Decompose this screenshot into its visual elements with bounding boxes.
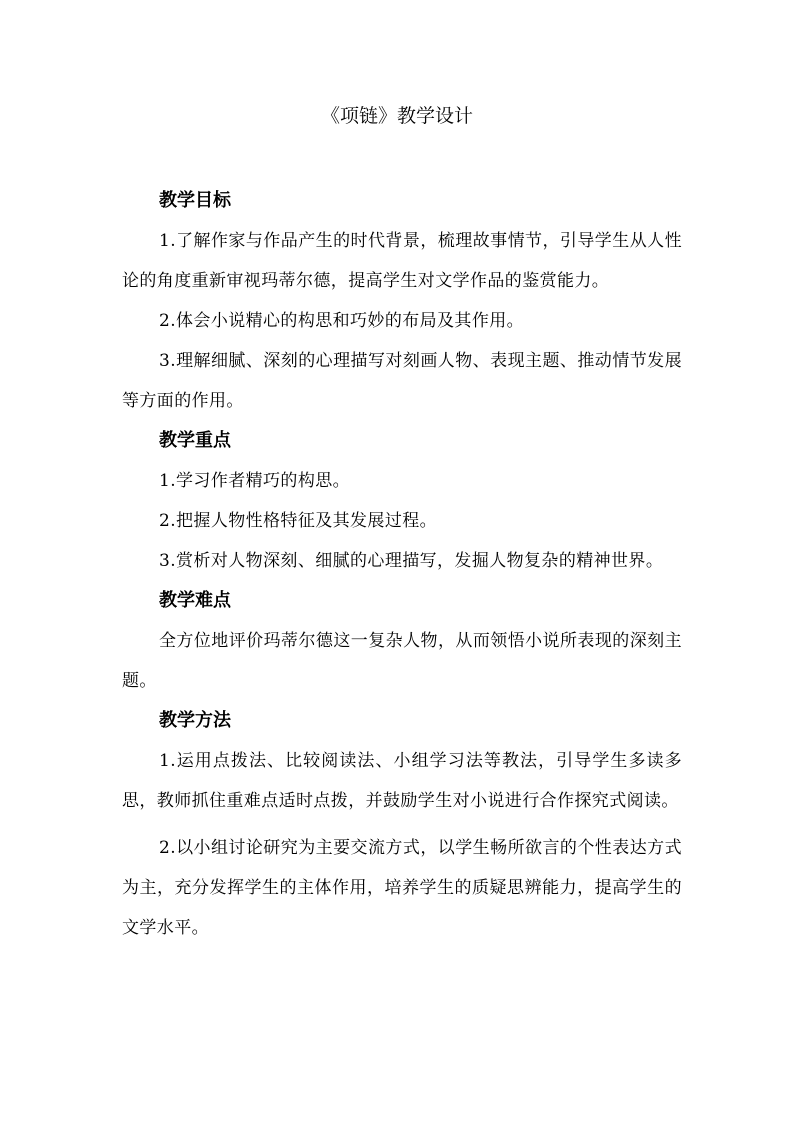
section-heading-objectives: 教学目标 xyxy=(159,190,231,211)
paragraph: 3.理解细腻、深刻的心理描写对刻画人物、表现主题、推动情节发展等方面的作用。 xyxy=(122,351,682,411)
document-title: 《项链》教学设计 xyxy=(320,105,473,127)
paragraph: 1.了解作家与作品产生的时代背景，梳理故事情节，引导学生从人性论的角度重新审视玛蒂尔德，提高学生对文学作品的鉴赏能力。 xyxy=(122,231,682,291)
paragraph: 2.把握人物性格特征及其发展过程。 xyxy=(159,511,438,531)
paragraph: 全方位地评价玛蒂尔德这一复杂人物，从而领悟小说所表现的深刻主题。 xyxy=(122,631,682,691)
paragraph: 2.体会小说精心的构思和巧妙的布局及其作用。 xyxy=(159,311,525,331)
paragraph: 2.以小组讨论研究为主要交流方式，以学生畅所欲言的个性表达方式为主，充分发挥学生的主体作用，培养学生的质疑思辨能力，提高学生的文学水平。 xyxy=(122,838,682,938)
paragraph: 1.学习作者精巧的构思。 xyxy=(159,471,351,491)
section-heading-key-points: 教学重点 xyxy=(159,430,231,451)
document-body xyxy=(122,181,682,948)
paragraph: 1.运用点拨法、比较阅读法、小组学习法等教法，引导学生多读多思，教师抓住重难点适时点拨，并鼓励学生对小说进行合作探究式阅读。 xyxy=(122,751,682,811)
paragraph: 3.赏析对人物深刻、细腻的心理描写，发掘人物复杂的精神世界。 xyxy=(159,551,664,571)
section-heading-methods: 教学方法 xyxy=(159,710,231,731)
section-heading-difficulties: 教学难点 xyxy=(159,590,231,611)
